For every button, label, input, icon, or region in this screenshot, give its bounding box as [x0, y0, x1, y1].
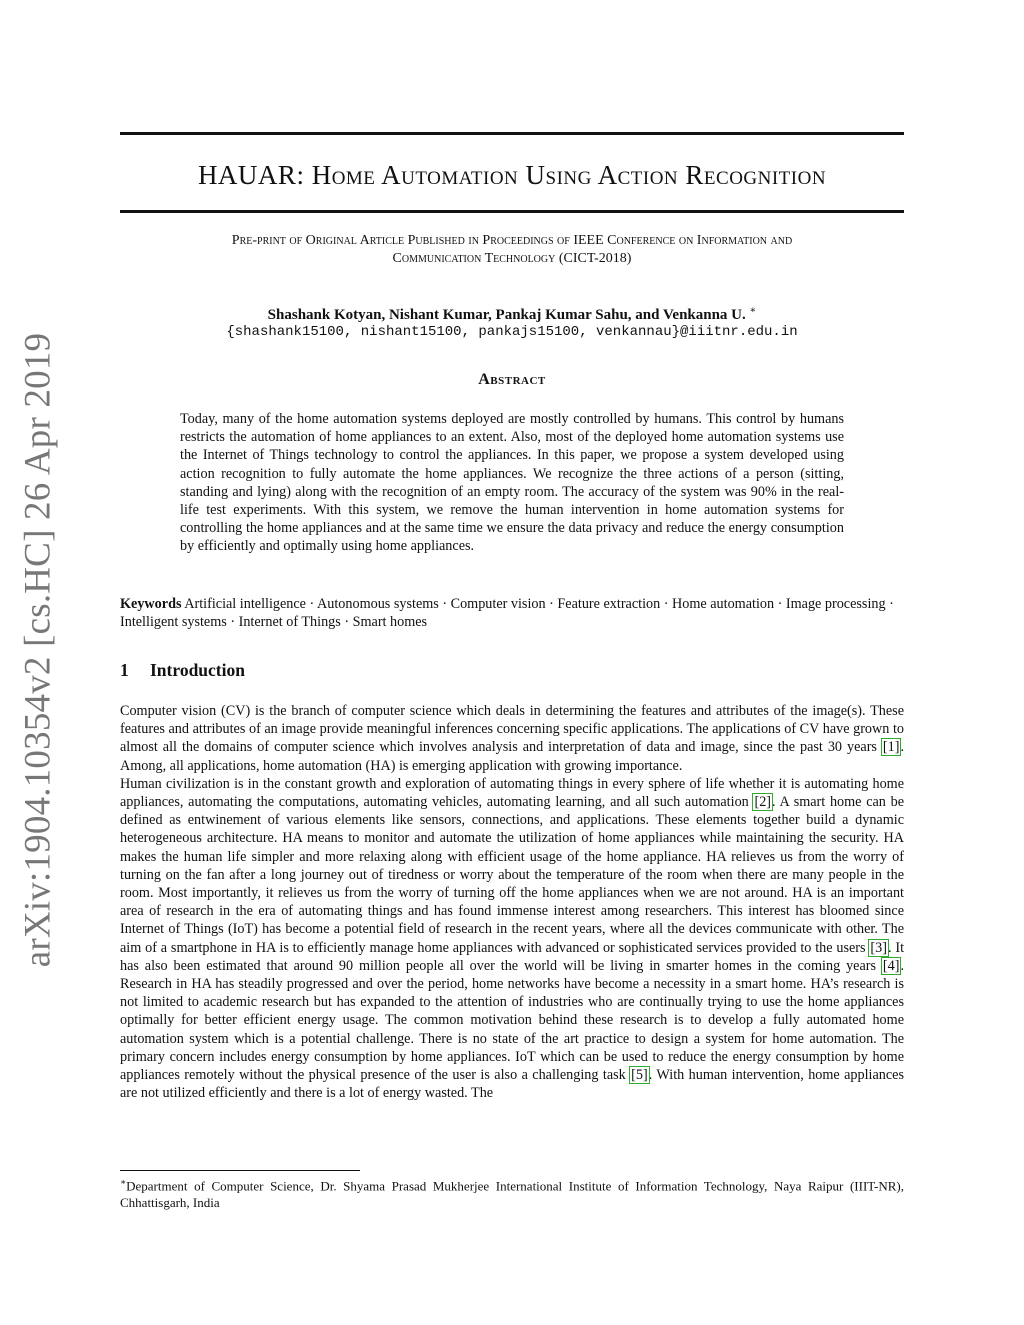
footnote-text: Department of Computer Science, Dr. Shyama Prasad Mukherjee International Institute of Information Technology, Naya Raipur (IIIT-NR), Chhattisgarh, India: [120, 1178, 904, 1211]
authors-names: Shashank Kotyan, Nishant Kumar, Pankaj Kumar Sahu, and Venkanna U.: [267, 307, 746, 323]
section-title: Introduction: [150, 660, 245, 680]
footnote-rule: [120, 1170, 360, 1171]
intro-paragraph-1: Computer vision (CV) is the branch of computer science which deals in determining the features and attributes of the image(s). These features and attributes of an image provide meaningful inferences concerning specific applications. The applications of CV have grown to almost all the domains of computer science which involves analysis and interpretation of data and image, since the past 30 years [1]. Among, all applications, home automation (HA) is emerging application with growing importance.: [120, 703, 904, 774]
citation-link[interactable]: [3]: [870, 939, 887, 956]
citation-link[interactable]: [1]: [882, 739, 900, 756]
section-heading-introduction: [120, 660, 904, 681]
author-footnote-mark[interactable]: ∗: [749, 305, 757, 316]
author-list: [120, 305, 904, 324]
abstract-heading: Abstract: [478, 371, 546, 388]
citation-link[interactable]: [5]: [631, 1067, 648, 1084]
preprint-line-2: Communication Technology (CICT-2018): [392, 251, 632, 266]
keywords-text: Artificial intelligence · Autonomous systems · Computer vision · Feature extraction · Home automation · Image processing · Intelligent systems · Internet of Things · Smart homes: [120, 596, 894, 631]
citation-link[interactable]: [4]: [882, 957, 900, 974]
title-top-rule: [120, 132, 904, 135]
author-emails: {shashank15100, nishant15100, pankajs15100, venkannau}@iiitnr.edu.in: [226, 324, 798, 340]
citation-link[interactable]: [2]: [754, 794, 772, 811]
affiliation-footnote: [120, 1174, 904, 1211]
arxiv-sidebar: [14, 332, 62, 968]
preprint-line-1: Pre-print of Original Article Published in Proceedings of IEEE Conference on Information and: [231, 233, 793, 248]
intro-paragraph-2: Human civilization is in the constant growth and exploration of automating things in every sphere of life whether it is automating home appliances, automating the computations, automating vehicles, automating learning, and all such automation [2]. A smart home can be defined as entwinement of various elements like sensors, connections, and applications. These elements together build a dynamic heterogeneous architecture. HA means to monitor and automate the utilization of home appliances while maintaining the security. HA makes the human life simpler and more relaxing along with efficient usage of the home appliance. HA relieves us from the worry of turning on the fan after a long journey out of tiredness or worry about the temperature of the room when there are many people in the room. Most importantly, it relieves us from the worry of turning off the home appliances when we are not around. HA is an important area of research in the era of automating things and has found immense interest among researchers. This interest has bloomed since Internet of Things (IoT) has become a potential field of research in the recent years, where all the devices communicate with other. The aim of a smartphone in HA is to efficiently manage home appliances with advanced or sophisticated services provided to the users [3]. It has also been estimated that around 90 million people all over the world will be living in smarter homes in the coming years [4]. Research in HA has steadily progressed and over the period, home networks have become a necessity in a smart home. HA’s research is not limited to academic research but has expanded to the attention of industries who are continually trying to use the home appliances optimally for better efficient energy usage. The common motivation behind these research is to develop a fully automated home automation system which is a potential challenge. There is no state of the art practice to design a system for home automation. The primary concern includes energy consumption by home appliances. IoT which can be used to reduce the energy consumption by home appliances remotely without the physical presence of the user is also a challenging task [5]. With human intervention, home appliances are not utilized efficiently and there is a lot of energy wasted. The: [120, 775, 905, 1102]
keywords: [120, 595, 904, 631]
keywords-label: Keywords: [120, 596, 182, 612]
title-bottom-rule: [120, 210, 904, 213]
footnote-mark: ∗: [120, 1177, 127, 1187]
introduction-body: [120, 702, 904, 1102]
paper-title: HAUAR: Home Automation Using Action Recognition: [197, 160, 827, 190]
abstract-body: Today, many of the home automation systems deployed are mostly controlled by humans. This control by humans restricts the automation of home appliances to an extent. Also, most of the deployed home automation systems use the Internet of Things technology to control the appliances. In this paper, we propose a system developed using action recognition to fully automate the home appliances. We recognize the three actions of a person (sitting, standing and lying) along with the recognition of an empty room. The accuracy of the system was 90% in the real-life test experiments. With this system, we remove the human intervention in home automation systems for controlling the home appliances and at the same time we ensure the data privacy and reduce the energy consumption by efficiently and optimally using home appliances.: [180, 411, 844, 555]
section-number: 1: [120, 660, 129, 680]
preprint-note: [120, 232, 904, 268]
arxiv-identifier: arXiv:1904.10354v2 [cs.HC] 26 Apr 2019: [17, 332, 59, 968]
